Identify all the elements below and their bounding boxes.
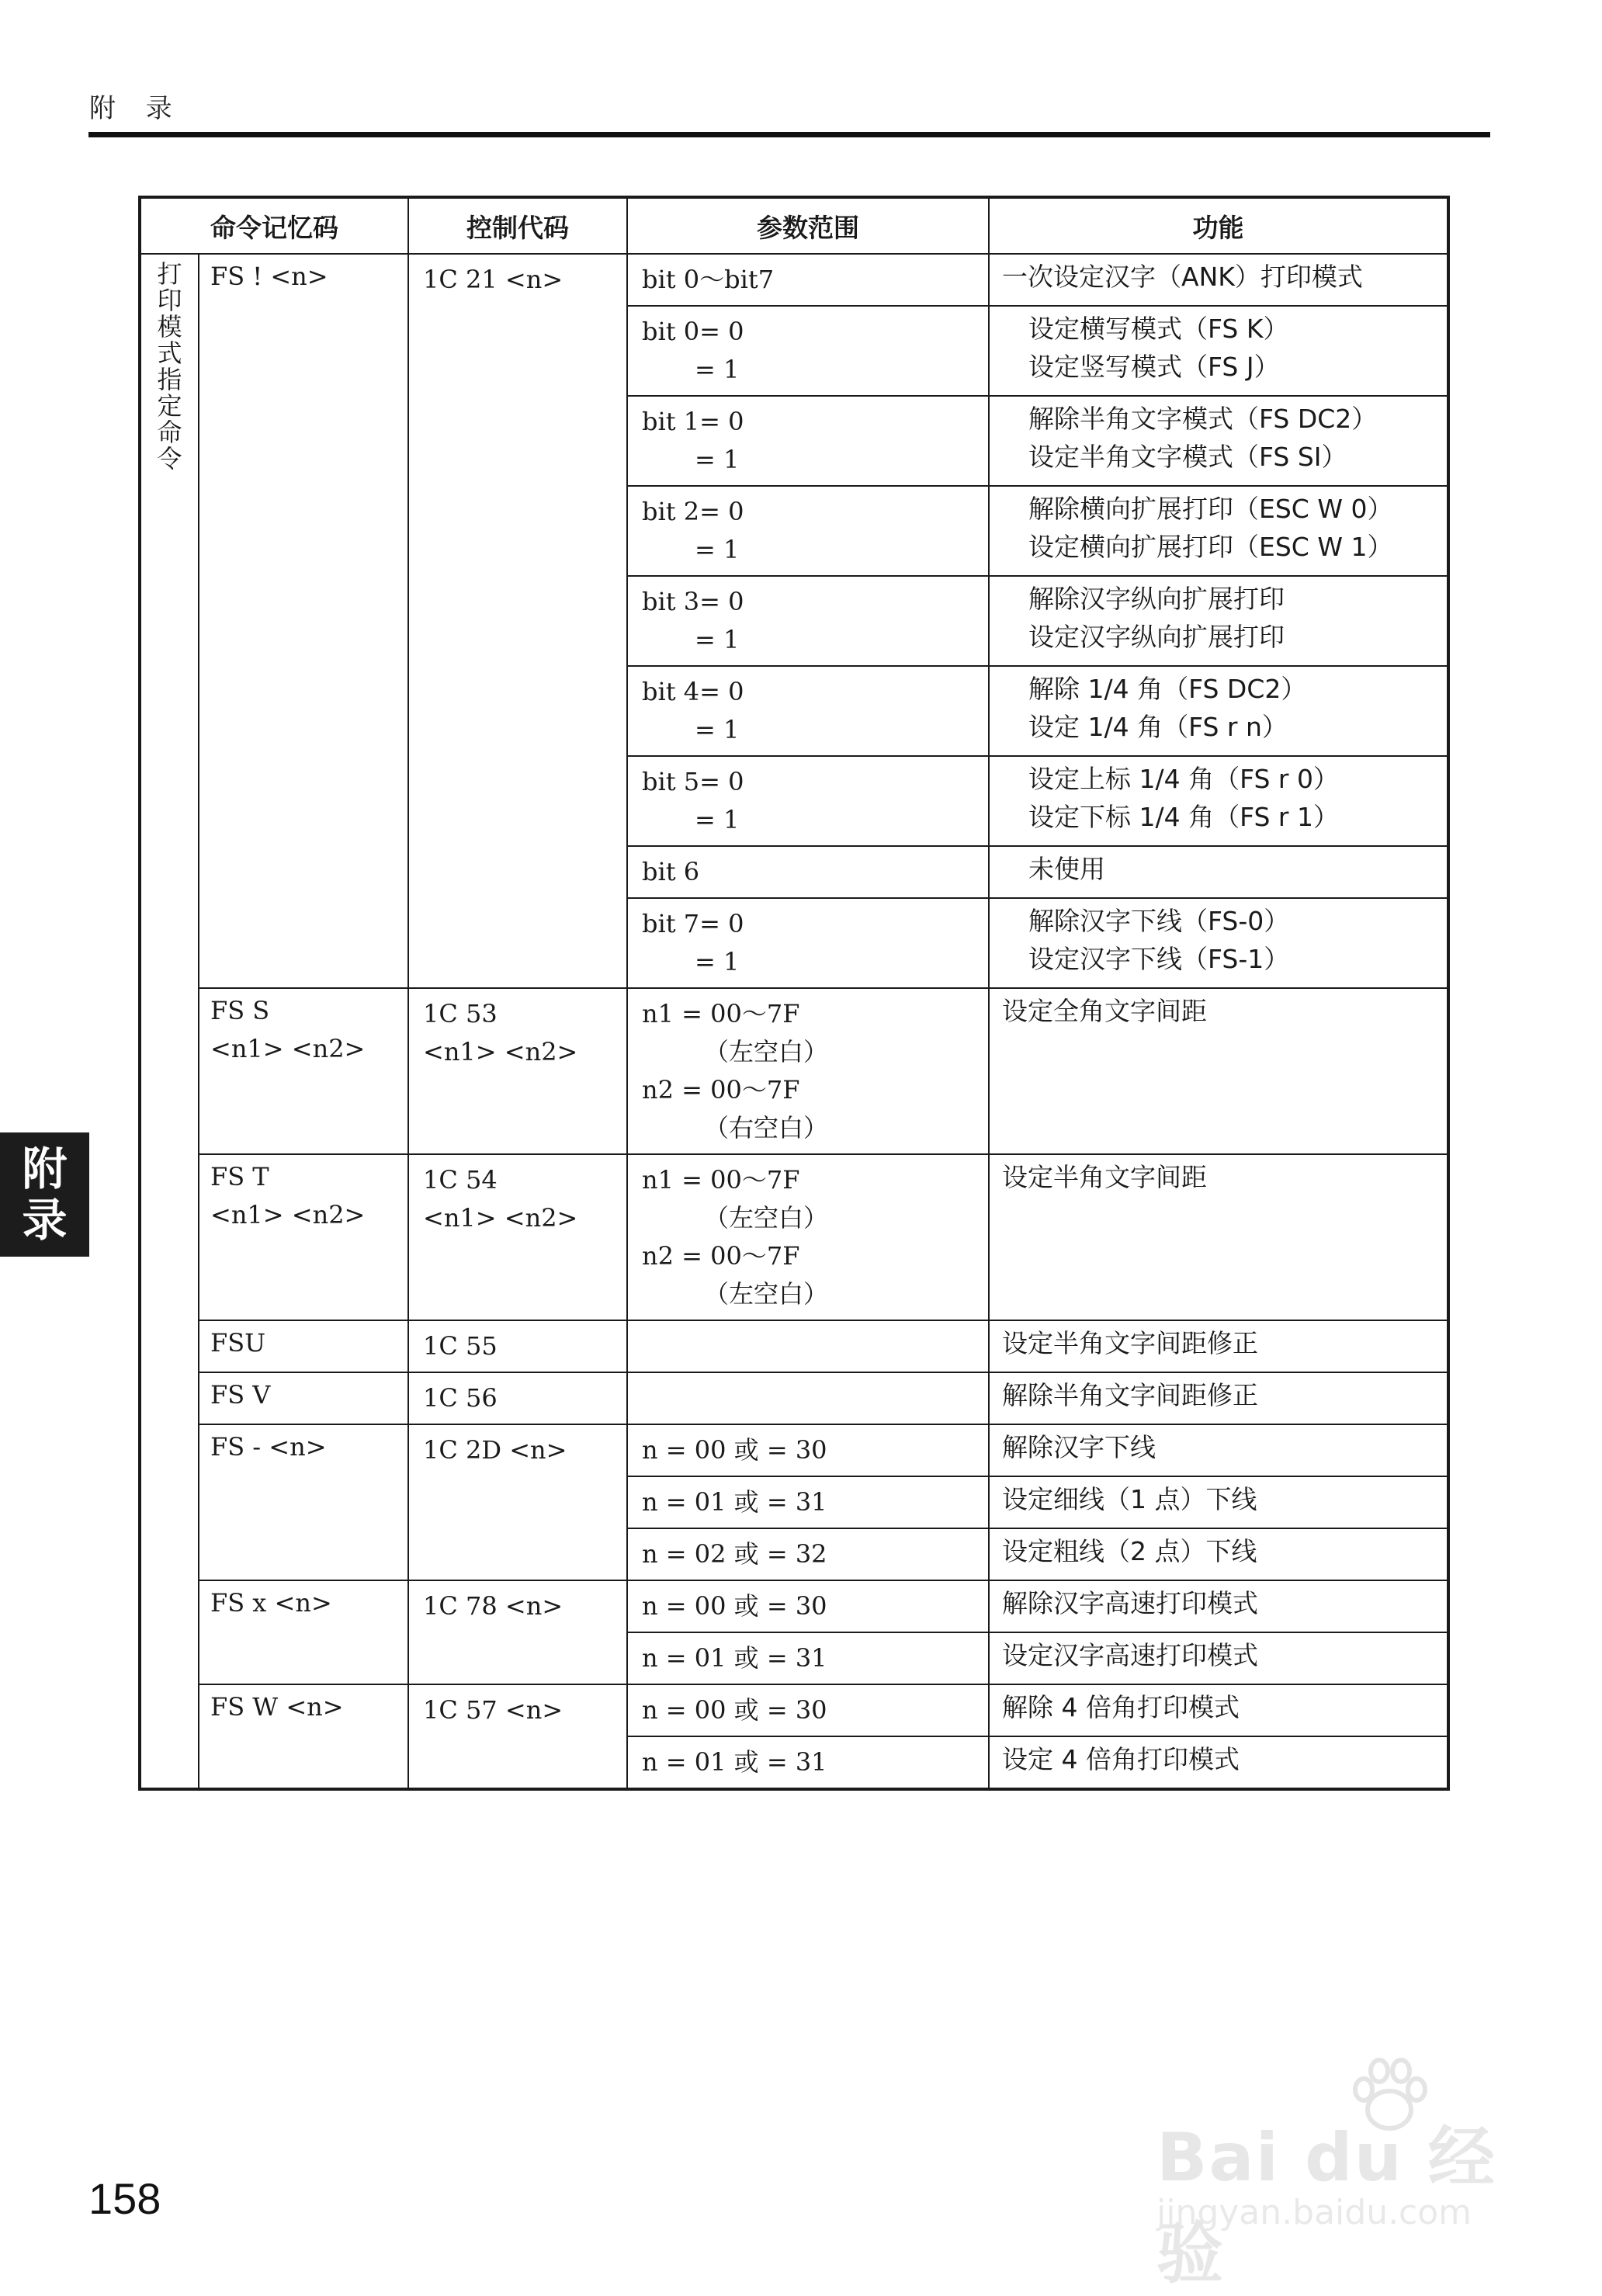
function-cell: 解除横向扩展打印（ESC W 0） 设定横向扩展打印（ESC W 1） bbox=[989, 486, 1448, 576]
function-cell: 设定全角文字间距 bbox=[989, 988, 1448, 1154]
code-fs-u: 1C 55 bbox=[408, 1320, 627, 1372]
function-cell: 设定粗线（2 点）下线 bbox=[989, 1528, 1448, 1580]
param-cell: n1 = 00～7F （左空白） n2 = 00～7F （右空白） bbox=[627, 988, 989, 1154]
function-cell: 解除 1/4 角（FS DC2） 设定 1/4 角（FS r n） bbox=[989, 666, 1448, 756]
function-cell: 设定半角文字间距修正 bbox=[989, 1320, 1448, 1372]
table-row bbox=[140, 254, 1448, 306]
table-row bbox=[140, 988, 1448, 1154]
mnemonic-fs-s: FS S <n1> <n2> bbox=[199, 988, 408, 1154]
param-cell: n = 01 或 = 31 bbox=[627, 1476, 989, 1528]
param-cell: n1 = 00～7F （左空白） n2 = 00～7F （左空白） bbox=[627, 1154, 989, 1320]
code-fs-w: 1C 57 <n> bbox=[408, 1684, 627, 1789]
function-cell: 一次设定汉字（ANK）打印模式 bbox=[989, 254, 1448, 306]
param-cell bbox=[627, 1320, 989, 1372]
table-row bbox=[140, 1580, 1448, 1632]
code-fs-s: 1C 53 <n1> <n2> bbox=[408, 988, 627, 1154]
mnemonic-fs-x: FS x <n> bbox=[199, 1580, 408, 1684]
param-cell: n = 01 或 = 31 bbox=[627, 1736, 989, 1789]
function-cell: 解除半角文字间距修正 bbox=[989, 1372, 1448, 1424]
function-cell: 设定细线（1 点）下线 bbox=[989, 1476, 1448, 1528]
function-cell: 未使用 bbox=[989, 846, 1448, 898]
param-cell: n = 00 或 = 30 bbox=[627, 1580, 989, 1632]
mnemonic-fs-v: FS V bbox=[199, 1372, 408, 1424]
param-cell: bit 5= 0 = 1 bbox=[627, 756, 989, 846]
table-row bbox=[140, 1424, 1448, 1476]
code-fs-x: 1C 78 <n> bbox=[408, 1580, 627, 1684]
param-cell: bit 1= 0 = 1 bbox=[627, 396, 989, 486]
table-row bbox=[140, 1372, 1448, 1424]
side-tab-char-1: 附 bbox=[22, 1143, 68, 1195]
table-row bbox=[140, 1320, 1448, 1372]
function-cell: 设定 4 倍角打印模式 bbox=[989, 1736, 1448, 1789]
mnemonic-fs-t: FS T <n1> <n2> bbox=[199, 1154, 408, 1320]
col-header-mnemonic: 命令记忆码 bbox=[140, 197, 408, 254]
table-row bbox=[140, 1684, 1448, 1736]
param-cell: bit 6 bbox=[627, 846, 989, 898]
header-rule bbox=[88, 132, 1490, 137]
function-cell: 设定汉字高速打印模式 bbox=[989, 1632, 1448, 1684]
watermark-text: Bai du 经验 bbox=[1156, 2119, 1496, 2293]
function-cell: 解除汉字纵向扩展打印 设定汉字纵向扩展打印 bbox=[989, 576, 1448, 666]
col-header-control-code: 控制代码 bbox=[408, 197, 627, 254]
param-cell bbox=[627, 1372, 989, 1424]
side-tab-char-2: 录 bbox=[22, 1194, 68, 1247]
page-header-label: 附 录 bbox=[89, 93, 183, 124]
param-cell: bit 0～bit7 bbox=[627, 254, 989, 306]
table-row bbox=[140, 1154, 1448, 1320]
col-header-function: 功能 bbox=[989, 197, 1448, 254]
param-cell: n = 02 或 = 32 bbox=[627, 1528, 989, 1580]
function-cell: 设定上标 1/4 角（FS r 0） 设定下标 1/4 角（FS r 1） bbox=[989, 756, 1448, 846]
mnemonic-fs-bang: FS ! <n> bbox=[199, 254, 408, 988]
param-cell: bit 2= 0 = 1 bbox=[627, 486, 989, 576]
code-fs-bang: 1C 21 <n> bbox=[408, 254, 627, 988]
param-cell: bit 3= 0 = 1 bbox=[627, 576, 989, 666]
command-table bbox=[138, 196, 1450, 1791]
param-cell: bit 0= 0 = 1 bbox=[627, 306, 989, 396]
function-cell: 解除汉字高速打印模式 bbox=[989, 1580, 1448, 1632]
function-cell: 解除半角文字模式（FS DC2） 设定半角文字模式（FS SI） bbox=[989, 396, 1448, 486]
code-fs-minus: 1C 2D <n> bbox=[408, 1424, 627, 1580]
mnemonic-fs-u: FSU bbox=[199, 1320, 408, 1372]
table-header-row bbox=[140, 197, 1448, 254]
watermark-url: jingyan.baidu.com bbox=[1156, 2193, 1472, 2232]
param-cell: n = 00 或 = 30 bbox=[627, 1424, 989, 1476]
param-cell: n = 00 或 = 30 bbox=[627, 1684, 989, 1736]
baidu-jingyan-watermark bbox=[1156, 2057, 1529, 2293]
appendix-side-tab bbox=[0, 1132, 89, 1257]
function-cell: 解除汉字下线（FS-0） 设定汉字下线（FS-1） bbox=[989, 898, 1448, 988]
code-fs-v: 1C 56 bbox=[408, 1372, 627, 1424]
code-fs-t: 1C 54 <n1> <n2> bbox=[408, 1154, 627, 1320]
mnemonic-fs-w: FS W <n> bbox=[199, 1684, 408, 1789]
group-label-print-mode-commands: 打 印 模 式 指 定 命 令 bbox=[140, 254, 199, 1789]
mnemonic-fs-minus: FS - <n> bbox=[199, 1424, 408, 1580]
function-cell: 设定横写模式（FS K） 设定竖写模式（FS J） bbox=[989, 306, 1448, 396]
function-cell: 解除 4 倍角打印模式 bbox=[989, 1684, 1448, 1736]
param-cell: n = 01 或 = 31 bbox=[627, 1632, 989, 1684]
param-cell: bit 4= 0 = 1 bbox=[627, 666, 989, 756]
col-header-param-range: 参数范围 bbox=[627, 197, 989, 254]
function-cell: 解除汉字下线 bbox=[989, 1424, 1448, 1476]
param-cell: bit 7= 0 = 1 bbox=[627, 898, 989, 988]
function-cell: 设定半角文字间距 bbox=[989, 1154, 1448, 1320]
page-number: 158 bbox=[88, 2174, 161, 2223]
